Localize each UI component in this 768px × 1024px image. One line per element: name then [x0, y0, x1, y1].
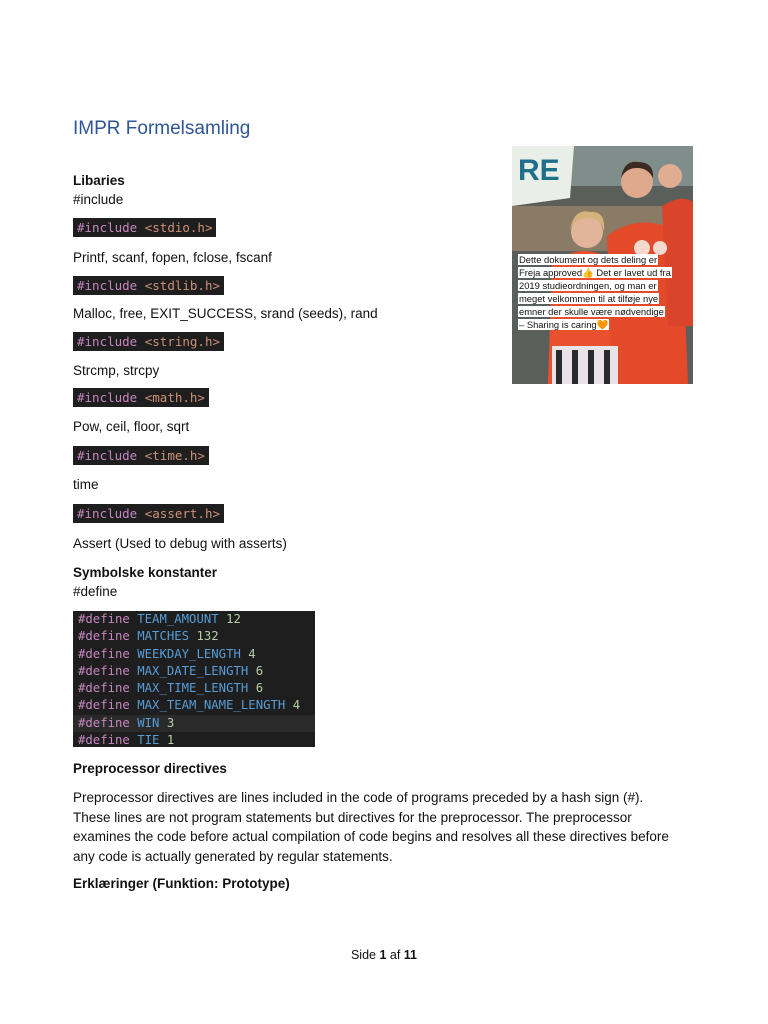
define-line — [73, 715, 315, 732]
define-name: TIE — [137, 733, 160, 748]
caption-line: Freja approved👍 Det er lavet ud fra — [519, 267, 671, 278]
math-description: Pow, ceil, floor, sqrt — [73, 419, 190, 434]
caption-line: Dette dokument og dets deling er — [519, 254, 658, 265]
define-name: WIN — [137, 715, 160, 730]
string-description: Strcmp, strcpy — [73, 363, 160, 378]
include-math-code — [73, 388, 209, 407]
define-value: 1 — [166, 733, 175, 748]
define-line — [73, 732, 315, 749]
stdio-description: Printf, scanf, fopen, fclose, fscanf — [73, 250, 272, 265]
define-line — [73, 611, 315, 628]
photo-caption — [518, 253, 688, 331]
include-directive: #include — [77, 390, 138, 405]
define-line — [73, 663, 315, 680]
include-header: <time.h> — [144, 448, 205, 463]
include-header: <assert.h> — [144, 506, 221, 521]
include-directive: #include — [77, 334, 138, 349]
assert-description: Assert (Used to debug with asserts) — [73, 536, 287, 551]
define-directive: #define — [78, 698, 130, 713]
embedded-photo — [512, 146, 693, 384]
define-name: WEEKDAY_LENGTH — [137, 646, 241, 661]
include-directive: #include — [77, 278, 138, 293]
footer-prefix: Side — [350, 948, 380, 962]
define-directive: #define — [78, 646, 130, 661]
define-directive: #define — [78, 733, 130, 748]
document-title: IMPR Formelsamling — [73, 118, 251, 139]
include-time-code — [73, 446, 209, 465]
declarations-heading: Erklæringer (Funktion: Prototype) — [73, 876, 290, 891]
include-header: <math.h> — [144, 390, 205, 405]
define-name: TEAM_AMOUNT — [137, 612, 219, 626]
define-line — [73, 646, 315, 663]
define-directive: #define — [78, 663, 130, 678]
footer-page-total: 11 — [403, 948, 418, 962]
define-value: 6 — [255, 681, 264, 696]
define-name: MATCHES — [137, 629, 190, 644]
caption-line: emner der skulle være nødvendige — [519, 306, 664, 317]
caption-line: 2019 studieordningen, og man er — [519, 280, 657, 291]
define-directive: #define — [78, 681, 130, 696]
time-description: time — [73, 477, 99, 492]
define-code-block — [73, 611, 315, 747]
define-name: MAX_TIME_LENGTH — [137, 681, 249, 696]
footer-middle: af — [386, 948, 404, 962]
include-header: <string.h> — [144, 334, 221, 349]
caption-line: – Sharing is caring🧡 — [519, 319, 609, 330]
include-header: <stdlib.h> — [144, 278, 221, 293]
include-stdio-code — [73, 218, 216, 237]
stdlib-description: Malloc, free, EXIT_SUCCESS, srand (seeds), rand — [73, 306, 378, 321]
define-value: 3 — [166, 715, 175, 730]
define-line — [73, 697, 315, 714]
define-line — [73, 680, 315, 697]
define-directive: #define — [78, 629, 130, 644]
define-value: 4 — [248, 646, 256, 661]
define-directive: #define — [78, 715, 130, 730]
include-directive: #include — [77, 448, 138, 463]
footer-page-number: 1 — [379, 948, 387, 962]
define-value: 6 — [255, 663, 264, 678]
define-name: MAX_DATE_LENGTH — [137, 663, 249, 678]
preprocessor-heading: Preprocessor directives — [73, 761, 227, 776]
svg-text:RE: RE — [518, 154, 560, 187]
include-stdlib-code — [73, 276, 224, 295]
include-string-code — [73, 332, 224, 351]
define-directive: #define — [78, 612, 130, 626]
include-keyword: #include — [73, 192, 124, 207]
preprocessor-paragraph: Preprocessor directives are lines included in the code of programs preceded by a hash sign (#). These lines are not program statements but directives for the preprocessor. The preprocessor examines the code before actual compilation of code begins and resolves all these directives before any code is actually generated by regular statements. — [73, 790, 669, 864]
include-directive: #include — [77, 220, 138, 235]
constants-heading: Symbolske konstanter — [73, 565, 218, 580]
define-keyword: #define — [73, 584, 118, 599]
libraries-heading: Libaries — [73, 173, 125, 188]
caption-line: meget velkommen til at tilføje nye — [519, 293, 659, 304]
page-footer — [0, 948, 768, 962]
define-name: MAX_TEAM_NAME_LENGTH — [137, 698, 286, 713]
define-value: 12 — [226, 612, 241, 626]
include-header: <stdio.h> — [144, 220, 213, 235]
define-line — [73, 628, 315, 645]
define-value: 4 — [292, 698, 301, 713]
define-value: 132 — [196, 629, 219, 644]
include-assert-code — [73, 504, 224, 523]
include-directive: #include — [77, 506, 138, 521]
